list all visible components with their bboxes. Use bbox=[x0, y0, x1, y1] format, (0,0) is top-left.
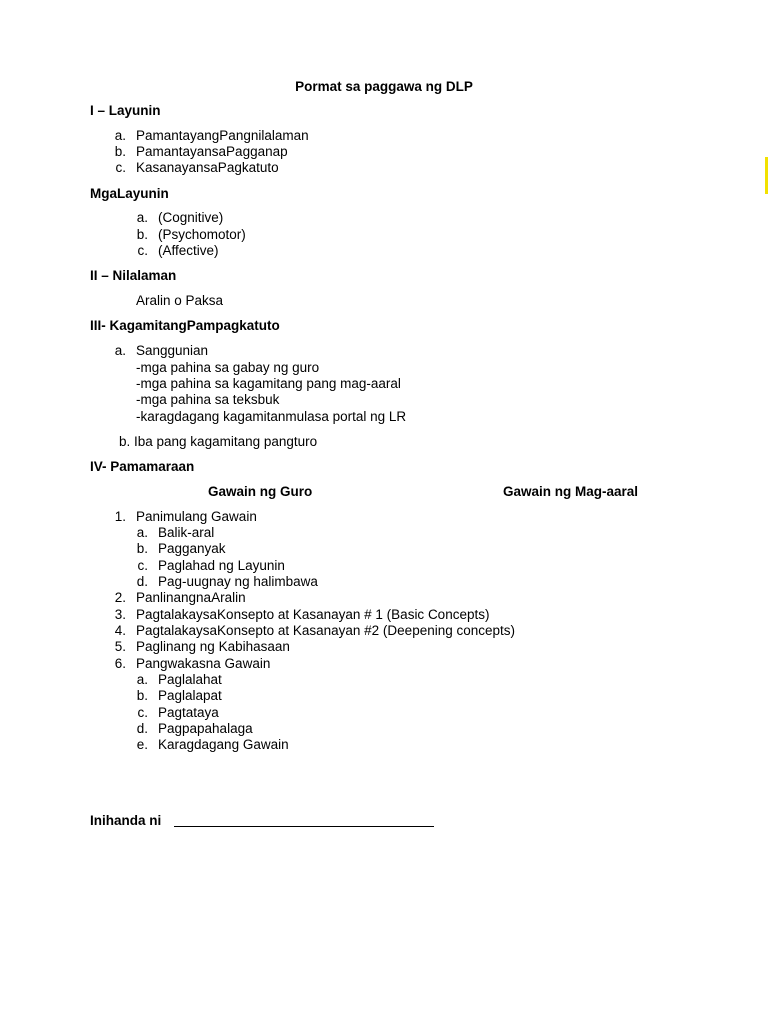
list-marker: a. bbox=[136, 525, 148, 540]
list-marker: a. bbox=[114, 343, 126, 358]
list-marker: 3. bbox=[114, 607, 126, 622]
list-item: PanlinangnaAralin bbox=[136, 590, 246, 605]
list-item: KasanayansaPagkatuto bbox=[136, 160, 279, 175]
list-marker: 2. bbox=[114, 590, 126, 605]
list-marker: d. bbox=[136, 574, 148, 589]
list-item: Balik-aral bbox=[158, 525, 215, 540]
list-item: Pagpapahalaga bbox=[158, 721, 253, 736]
document-title: Pormat sa paggawa ng DLP bbox=[295, 79, 473, 94]
list-marker: a. bbox=[114, 128, 126, 143]
section-heading-layunin: I – Layunin bbox=[90, 103, 161, 118]
list-item: PagtalakaysaKonsepto at Kasanayan # 1 (Basic Concepts) bbox=[136, 607, 490, 622]
list-item: -karagdagang kagamitanmulasa portal ng LR bbox=[136, 409, 407, 424]
list-item: Pagganyak bbox=[158, 541, 226, 556]
list-marker: b. bbox=[136, 227, 148, 242]
list-marker: c. bbox=[137, 558, 148, 573]
list-marker: c. bbox=[137, 705, 148, 720]
list-marker: 4. bbox=[114, 623, 126, 638]
list-marker: a. bbox=[136, 210, 148, 225]
column-header-mag-aaral: Gawain ng Mag-aaral bbox=[503, 484, 639, 499]
section-heading-pamamaraan: IV- Pamamaraan bbox=[90, 459, 195, 474]
section-heading-nilalaman: II – Nilalaman bbox=[90, 268, 177, 283]
section-heading-mga-layunin: MgaLayunin bbox=[90, 186, 169, 201]
list-marker: b. bbox=[136, 688, 148, 703]
list-item: Paglinang ng Kabihasaan bbox=[136, 639, 290, 654]
list-marker: a. bbox=[136, 672, 148, 687]
list-marker: e. bbox=[136, 737, 148, 752]
list-marker: 1. bbox=[114, 509, 126, 524]
list-marker: b. bbox=[136, 541, 148, 556]
list-marker: d. bbox=[136, 721, 148, 736]
list-marker: 5. bbox=[114, 639, 126, 654]
list-item: Paglalahat bbox=[158, 672, 222, 687]
sanggunian-label: Sanggunian bbox=[136, 343, 209, 358]
list-item: Paglahad ng Layunin bbox=[158, 558, 285, 573]
list-item: (Psychomotor) bbox=[158, 227, 246, 242]
list-item: PamantayangPangnilalaman bbox=[136, 128, 309, 143]
list-item: (Cognitive) bbox=[158, 210, 224, 225]
list-item: Pagtataya bbox=[158, 705, 219, 720]
section-heading-kagamitan: III- KagamitangPampagkatuto bbox=[90, 318, 280, 333]
list-item: PagtalakaysaKonsepto at Kasanayan #2 (Deepening concepts) bbox=[136, 623, 516, 638]
signature-line bbox=[174, 826, 434, 827]
list-item: -mga pahina sa kagamitang pang mag-aaral bbox=[136, 376, 401, 391]
list-item: -mga pahina sa teksbuk bbox=[136, 392, 280, 407]
list-item: PamantayansaPagganap bbox=[136, 144, 288, 159]
list-marker: 6. bbox=[114, 656, 126, 671]
signature-label: Inihanda ni bbox=[90, 813, 162, 828]
column-header-guro: Gawain ng Guro bbox=[208, 484, 313, 499]
list-marker: c. bbox=[137, 243, 148, 258]
list-item: Paglalapat bbox=[158, 688, 222, 703]
list-marker: c. bbox=[115, 160, 126, 175]
iba-pang-kagamitan: b. Iba pang kagamitang pangturo bbox=[119, 434, 318, 449]
list-item: -mga pahina sa gabay ng guro bbox=[136, 360, 320, 375]
list-item: Pangwakasna Gawain bbox=[136, 656, 271, 671]
nilalaman-text: Aralin o Paksa bbox=[136, 293, 224, 308]
list-item: Panimulang Gawain bbox=[136, 509, 257, 524]
list-item: Pag-uugnay ng halimbawa bbox=[158, 574, 318, 589]
list-item: Karagdagang Gawain bbox=[158, 737, 289, 752]
list-marker: b. bbox=[114, 144, 126, 159]
list-item: (Affective) bbox=[158, 243, 219, 258]
